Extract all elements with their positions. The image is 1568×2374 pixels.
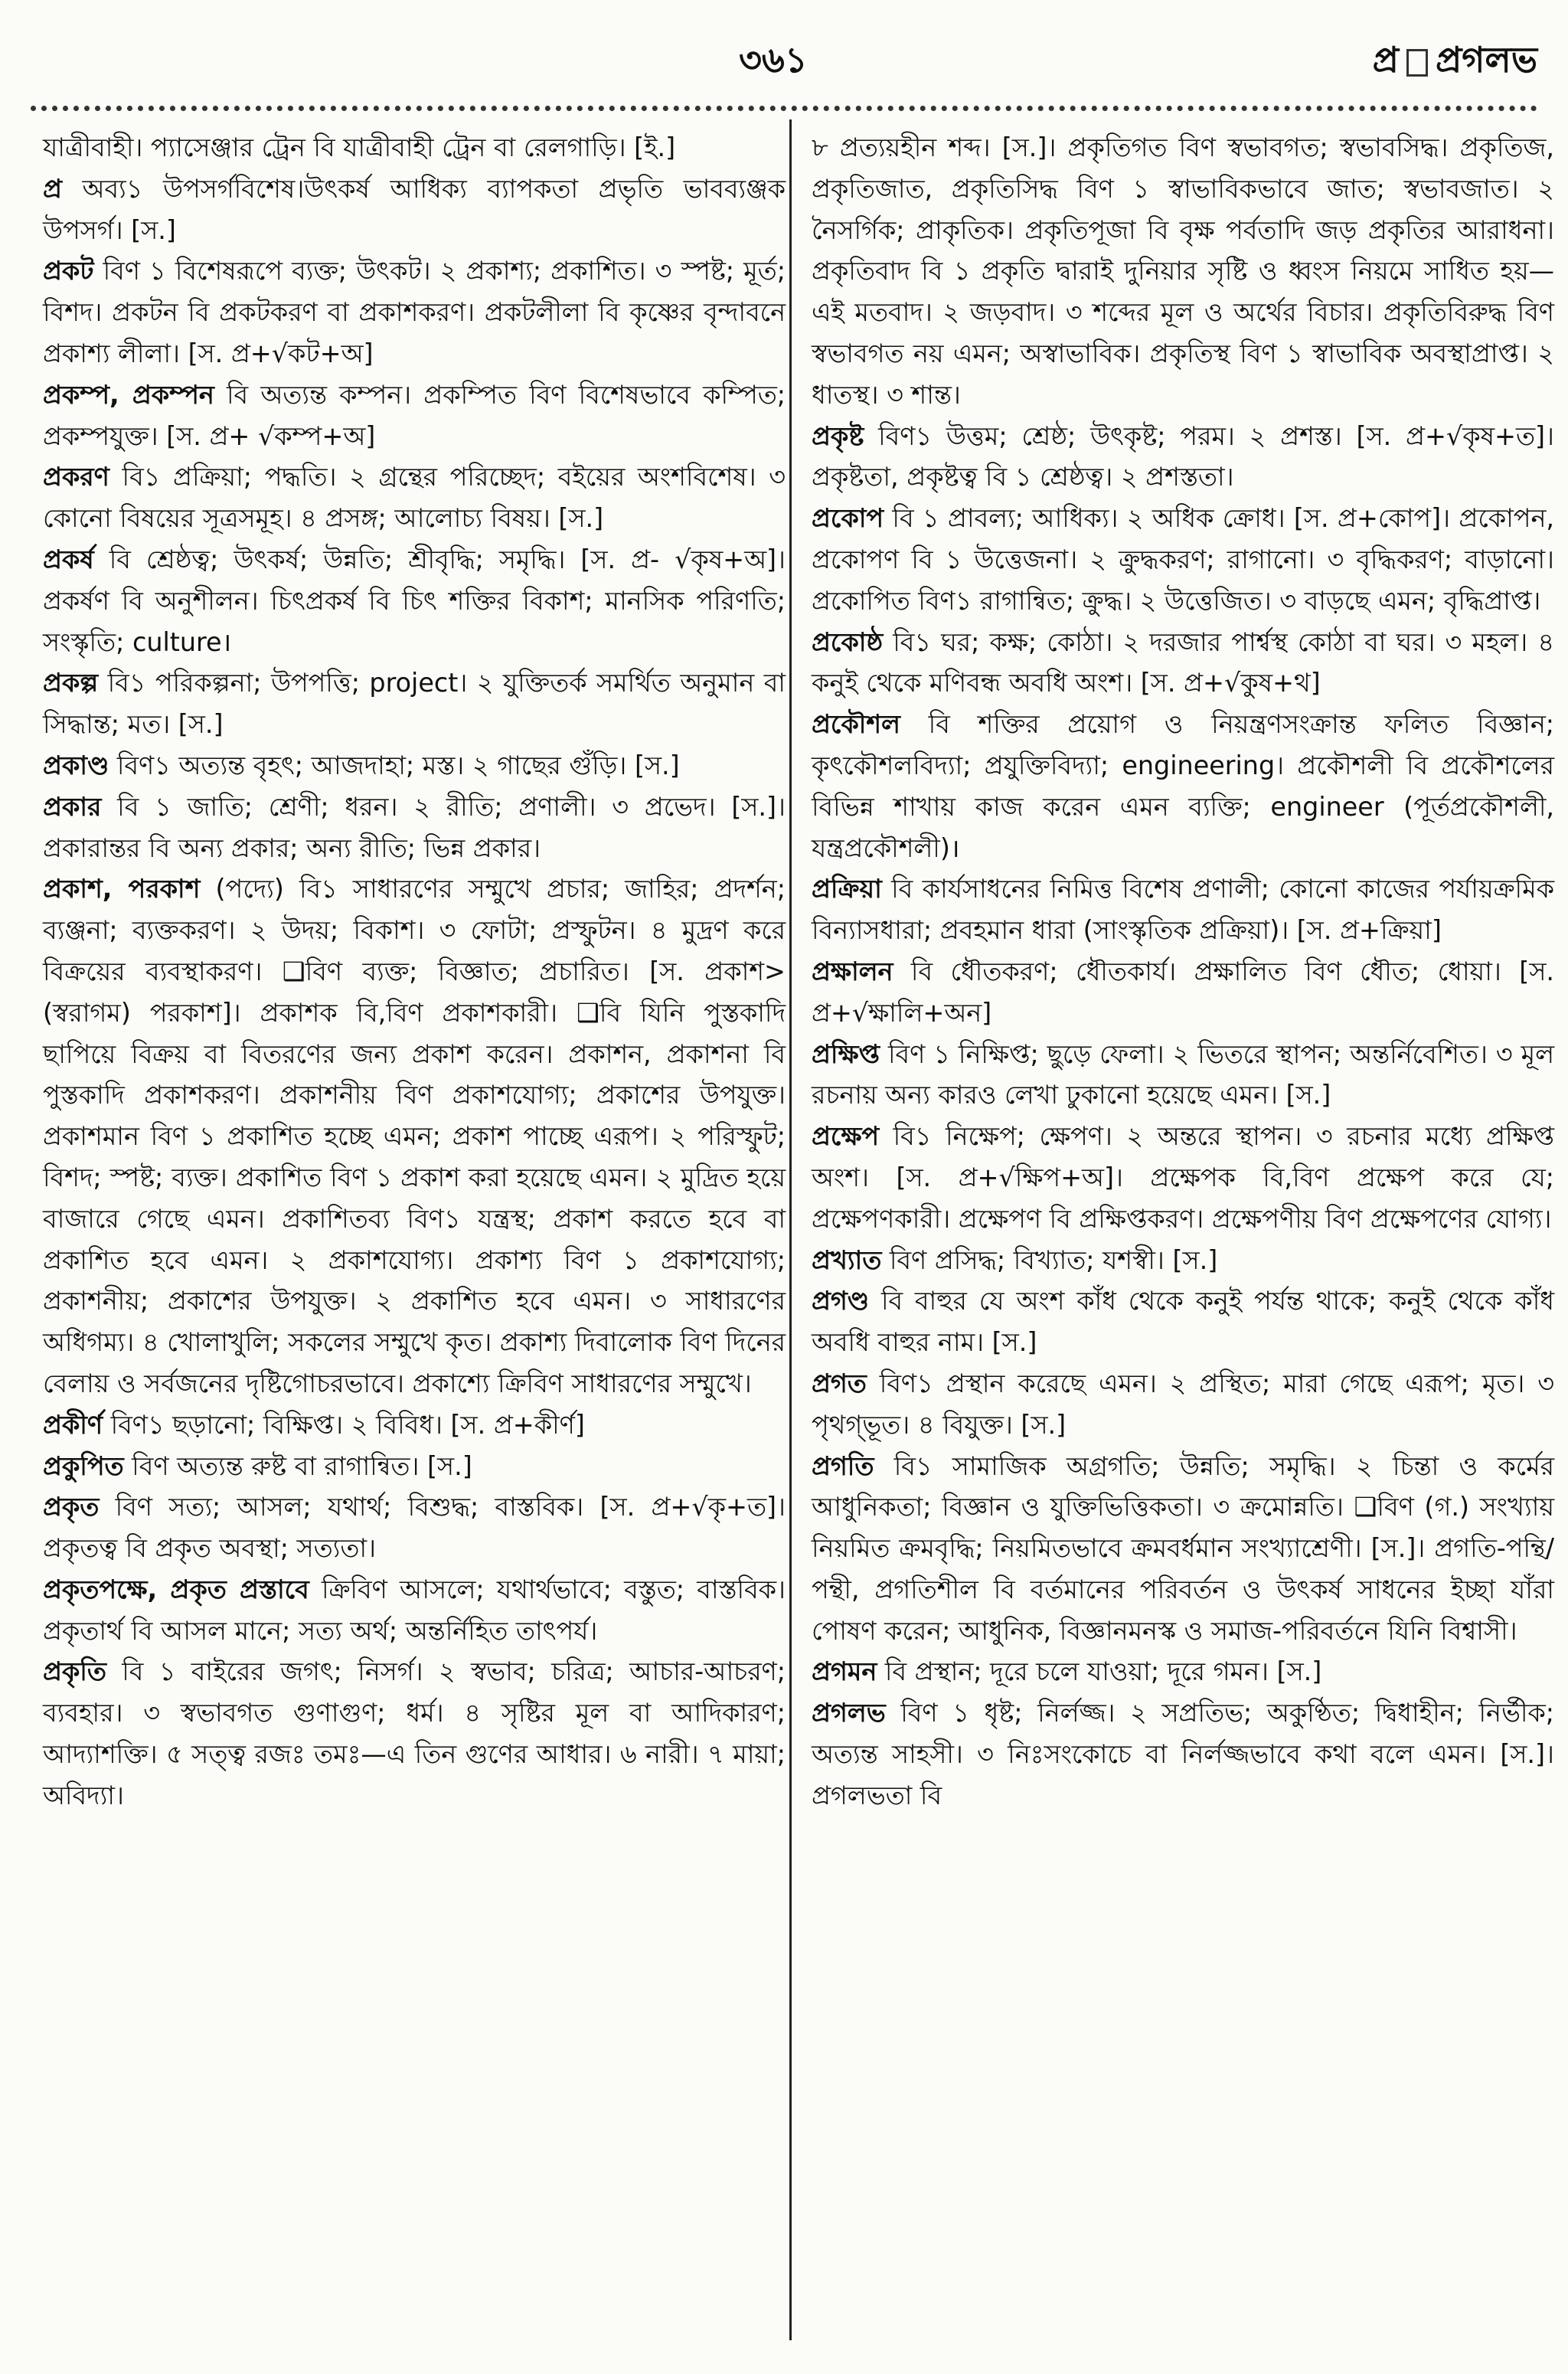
dictionary-entry: [43, 374, 786, 457]
dictionary-entry: [43, 1446, 786, 1487]
entry-definition: বি ১ প্রাবল্য; আধিক্য। ২ অধিক ক্রোধ। [স. প্র+কোপ]। প্রকোপন, প্রকোপণ বি ১ উত্তেজনা। ২ ক্রুদ্ধকরণ; রাগানো। ৩ বৃদ্ধিকরণ; বাড়ানো। প্রকোপিত বিণ১ রাগান্বিত; ক্রুদ্ধ। ২ উত্তেজিত। ৩ বাড়ছে এমন; বৃদ্ধিপ্রাপ্ত।: [812, 503, 1554, 616]
entry-definition: (পদ্যে) বি১ সাধারণের সম্মুখে প্রচার; জাহির; প্রদর্শন; ব্যঞ্জনা; ব্যক্তকরণ। ২ উদয়; বিকাশ। ৩ ফোটা; প্রস্ফুটন। ৪ মুদ্রণ করে বিক্রয়ের ব্যবস্থাকরণ। ❑বিণ ব্যক্ত; বিজ্ঞাত; প্রচারিত। [স. প্রকাশ>(স্বরাগম) পরকাশ]। প্রকাশক বি,বিণ প্রকাশকারী। ❑বি যিনি পুস্তকাদি ছাপিয়ে বিক্রয় বা বিতরণের জন্য প্রকাশ করেন। প্রকাশন, প্রকাশনা বি পুস্তকাদি প্রকাশকরণ। প্রকাশনীয় বিণ প্রকাশযোগ্য; প্রকাশের উপযুক্ত। প্রকাশমান বিণ ১ প্রকাশিত হচ্ছে এমন; প্রকাশ পাচ্ছে এরূপ। ২ পরিস্ফুট; বিশদ; স্পষ্ট; ব্যক্ত। প্রকাশিত বিণ ১ প্রকাশ করা হয়েছে এমন। ২ মুদ্রিত হয়ে বাজারে গেছে এমন। প্রকাশিতব্য বিণ১ যন্ত্রস্থ; প্রকাশ করতে হবে বা প্রকাশিত হবে এমন। ২ প্রকাশযোগ্য। প্রকাশ্য বিণ ১ প্রকাশযোগ্য; প্রকাশনীয়; প্রকাশের উপযুক্ত। ২ প্রকাশিত হবে এমন। ৩ সাধারণের অধিগম্য। ৪ খোলাখুলি; সকলের সম্মুখে কৃত। প্রকাশ্য দিবালোক বিণ দিনের বেলায় ও সর্বজনের দৃষ্টিগোচরভাবে। প্রকাশ্যে ক্রিবিণ সাধারণের সম্মুখে।: [43, 874, 786, 1398]
dictionary-entry: [812, 498, 1554, 621]
entry-definition: বি১ পরিকল্পনা; উপপত্তি; project। ২ যুক্তিতর্ক সমর্থিত অনুমান বা সিদ্ধান্ত; মত। [স.]: [43, 668, 786, 740]
entry-headword: প্রখ্যাত: [812, 1244, 882, 1275]
entry-definition: বিণ১ উত্তম; শ্রেষ্ঠ; উৎকৃষ্ট; পরম। ২ প্রশস্ত। [স. প্র+√কৃষ+ত]। প্রকৃষ্টতা, প্রকৃষ্টত্ব বি ১ শ্রেষ্ঠত্ব। ২ প্রশস্ততা।: [812, 420, 1554, 492]
entry-headword: প্রকাশ, পরকাশ: [43, 874, 201, 904]
dictionary-entry: [812, 951, 1554, 1034]
dictionary-entry: [812, 127, 1554, 416]
entry-definition: বিণ সত্য; আসল; যথার্থ; বিশুদ্ধ; বাস্তবিক। [স. প্র+√কৃ+ত]। প্রকৃতত্ব বি প্রকৃত অবস্থা; সত্যতা।: [43, 1492, 786, 1564]
entry-definition: বিণ১ ছড়ানো; বিক্ষিপ্ত। ২ বিবিধ। [স. প্র+কীর্ণ]: [103, 1409, 585, 1440]
entry-definition: ৮ প্রত্যয়হীন শব্দ। [স.]। প্রকৃতিগত বিণ স্বভাবগত; স্বভাবসিদ্ধ। প্রকৃতিজ, প্রকৃতিজাত, প্রকৃতিসিদ্ধ বিণ ১ স্বাভাবিকভাবে জাত; স্বভাবজাত। ২ নৈসর্গিক; প্রাকৃতিক। প্রকৃতিপূজা বি বৃক্ষ পর্বতাদি জড় প্রকৃতির আরাধনা। প্রকৃতিবাদ বি ১ প্রকৃতি দ্বারাই দুনিয়ার সৃষ্টি ও ধ্বংস নিয়মে সাধিত হয়—এই মতবাদ। ২ জড়বাদ। ৩ শব্দের মূল ও অর্থের বিচার। প্রকৃতিবিরুদ্ধ বিণ স্বভাবগত নয় এমন; অস্বাভাবিক। প্রকৃতিস্থ বিণ ১ স্বাভাবিক অবস্থাপ্রাপ্ত। ২ ধাতস্থ। ৩ শান্ত।: [812, 132, 1554, 410]
guide-separator-box-icon: [1406, 49, 1428, 77]
entry-definition: বিণ প্রসিদ্ধ; বিখ্যাত; যশস্বী। [স.]: [881, 1244, 1218, 1275]
dictionary-entry: [43, 662, 786, 745]
entry-headword: প্রগতি: [812, 1450, 874, 1481]
dictionary-entry: [43, 786, 786, 869]
entry-definition: বি প্রস্থান; দূরে চলে যাওয়া; দূরে গমন। [স.]: [877, 1656, 1322, 1687]
entry-headword: প্রক্ষালন: [812, 956, 893, 986]
entry-definition: বি কার্যসাধনের নিমিত্ত বিশেষ প্রণালী; কোনো কাজের পর্যায়ক্রমিক বিন্যাসধারা; প্রবহমান ধারা (সাংস্কৃতিক প্রক্রিয়া)। [স. প্র+ক্রিয়া]: [812, 874, 1554, 946]
left-column: [43, 127, 786, 1816]
entry-definition: বি শক্তির প্রয়োগ ও নিয়ন্ত্রণসংক্রান্ত ফলিত বিজ্ঞান; কৃৎকৌশলবিদ্যা; প্রযুক্তিবিদ্যা; engineering। প্রকৌশলী বি প্রকৌশলের বিভিন্ন শাখায় কাজ করেন এমন ব্যক্তি; engineer (পূর্তপ্রকৌশলী, যন্ত্রপ্রকৌশলী)।: [812, 709, 1554, 863]
dictionary-entry: [43, 456, 786, 539]
entry-headword: প্রক্রিয়া: [812, 874, 882, 904]
dictionary-entry: [43, 539, 786, 662]
entry-headword: প্রকৃতপক্ষে, প্রকৃত প্রস্তাবে: [43, 1574, 309, 1604]
dictionary-entry: [43, 1651, 786, 1816]
dictionary-entry: [812, 622, 1554, 705]
header-rule: [31, 106, 1537, 111]
entry-definition: বি১ সামাজিক অগ্রগতি; উন্নতি; সমৃদ্ধি। ২ চিন্তা ও কর্মের আধুনিকতা; বিজ্ঞান ও যুক্তিভিত্তিকতা। ৩ ক্রমোন্নতি। ❑বিণ (গ.) সংখ্যায় নিয়মিত ক্রমবৃদ্ধি; নিয়মিতভাবে ক্রমবর্ধমান সংখ্যাশ্রেণী। [স.]। প্রগতি-পন্থি/পন্থী, প্রগতিশীল বি বর্তমানের পরিবর্তন ও উৎকর্ষ সাধনের ইচ্ছা যাঁরা পোষণ করেন; আধুনিক, বিজ্ঞানমনস্ক ও সমাজ-পরিবর্তনে যিনি বিশ্বাসী।: [812, 1450, 1554, 1646]
entry-definition: বি১ প্রক্রিয়া; পদ্ধতি। ২ গ্রন্থের পরিচ্ছেদ; বইয়ের অংশবিশেষ। ৩ কোনো বিষয়ের সূত্রসমূহ। ৪ প্রসঙ্গ; আলোচ্য বিষয়। [স.]: [43, 462, 786, 534]
entry-headword: প্রকোষ্ঠ: [812, 626, 884, 657]
entry-headword: প্র: [43, 173, 62, 204]
entry-definition: বি ১ বাইরের জগৎ; নিসর্গ। ২ স্বভাব; চরিত্র; আচার-আচরণ; ব্যবহার। ৩ স্বভাবগত গুণাগুণ; ধর্ম। ৪ সৃষ্টির মূল বা আদিকারণ; আদ্যাশক্তি। ৫ সত্ত্ব রজঃ তমঃ—এ তিন গুণের আধার। ৬ নারী। ৭ মায়া; অবিদ্যা।: [43, 1656, 786, 1810]
entry-headword: প্রকুপিত: [43, 1450, 124, 1481]
entry-headword: প্রকোপ: [812, 503, 884, 534]
dictionary-entry: [812, 1116, 1554, 1239]
entry-definition: অব্য১ উপসর্গবিশেষ।উৎকর্ষ আধিক্য ব্যাপকতা প্রভৃতি ভাবব্যঞ্জক উপসর্গ। [স.]: [43, 173, 786, 245]
entry-headword: প্রকার: [43, 791, 102, 822]
dictionary-entry: [812, 416, 1554, 499]
dictionary-entry: [812, 1446, 1554, 1652]
entry-headword: প্রকল্প: [43, 668, 99, 698]
entry-headword: প্রক্ষেপ: [812, 1121, 880, 1152]
dictionary-entry: [43, 1569, 786, 1652]
dictionary-entry: [43, 168, 786, 251]
entry-headword: প্রগমন: [812, 1656, 877, 1687]
entry-definition: বি অত্যন্ত কম্পন। প্রকম্পিত বিণ বিশেষভাবে কম্পিত; প্রকম্পযুক্ত। [স. প্র+ √কম্প+অ]: [43, 379, 786, 451]
dictionary-entry: [812, 1240, 1554, 1281]
column-divider: [789, 119, 792, 2340]
entry-definition: বিণ১ অত্যন্ত বৃহৎ; আজদাহা; মস্ত। ২ গাছের গুঁড়ি। [স.]: [109, 750, 680, 780]
dictionary-entry: [43, 127, 786, 168]
dictionary-entry: [43, 1404, 786, 1446]
guide-word-right: প্রগলভ: [1435, 39, 1537, 80]
dictionary-entry: [43, 745, 786, 786]
entry-definition: বি ১ জাতি; শ্রেণী; ধরন। ২ রীতি; প্রণালী। ৩ প্রভেদ। [স.]। প্রকারান্তর বি অন্য প্রকার; অন্য রীতি; ভিন্ন প্রকার।: [43, 791, 786, 863]
right-column: [812, 127, 1554, 1816]
entry-definition: বিণ ১ বিশেষরূপে ব্যক্ত; উৎকট। ২ প্রকাশ্য; প্রকাশিত। ৩ স্পষ্ট; মূর্ত; বিশদ। প্রকটন বি প্রকটকরণ বা প্রকাশকরণ। প্রকটলীলা বি কৃষ্ণের বৃন্দাবনে প্রকাশ্য লীলা। [স. প্র+√কট+অ]: [43, 256, 786, 368]
entry-definition: বি১ নিক্ষেপ; ক্ষেপণ। ২ অন্তরে স্থাপন। ৩ রচনার মধ্যে প্রক্ষিপ্ত অংশ। [স. প্র+√ক্ষিপ+অ]। প্রক্ষেপক বি,বিণ প্রক্ষেপ করে যে; প্রক্ষেপণকারী। প্রক্ষেপণ বি প্রক্ষিপ্তকরণ। প্রক্ষেপণীয় বিণ প্রক্ষেপণের যোগ্য।: [812, 1121, 1554, 1234]
dictionary-entry: [812, 704, 1554, 868]
dictionary-entry: [43, 868, 786, 1404]
dictionary-entry: [812, 1692, 1554, 1816]
dictionary-entry: [812, 1363, 1554, 1446]
entry-headword: প্রকট: [43, 256, 94, 286]
entry-definition: বি বাহুর যে অংশ কাঁধ থেকে কনুই পর্যন্ত থাকে; কনুই থেকে কাঁধ অবধি বাহুর নাম। [স.]: [812, 1286, 1554, 1358]
entry-headword: প্রকর্ষ: [43, 544, 94, 574]
page-number: ৩৬১: [739, 39, 808, 80]
page-header: [0, 14, 1568, 80]
dictionary-entry: [812, 1651, 1554, 1692]
entry-headword: প্রকৌশল: [812, 709, 900, 740]
entry-definition: বিণ১ প্রস্থান করেছে এমন। ২ প্রস্থিত; মারা গেছে এরূপ; মৃত। ৩ পৃথগ্ভূত। ৪ বিযুক্ত। [স.]: [812, 1368, 1554, 1440]
entry-headword: প্রকীর্ণ: [43, 1409, 103, 1440]
entry-definition: যাত্রীবাহী। প্যাসেঞ্জার ট্রেন বি যাত্রীবাহী ট্রেন বা রেলগাড়ি। [ই.]: [43, 132, 676, 162]
dictionary-entry: [43, 1486, 786, 1569]
entry-headword: প্রকাণ্ড: [43, 750, 109, 780]
entry-headword: প্রক্ষিপ্ত: [812, 1038, 880, 1069]
entry-headword: প্রকৃষ্ট: [812, 420, 864, 451]
entry-headword: প্রগলভ: [812, 1698, 886, 1728]
entry-definition: বি১ ঘর; কক্ষ; কোঠা। ২ দরজার পার্শ্বস্থ কোঠা বা ঘর। ৩ মহল। ৪ কনুই থেকে মণিবন্ধ অবধি অংশ। [স. প্র+√কুষ+থ]: [812, 626, 1554, 698]
dictionary-entry: [43, 250, 786, 374]
entry-definition: বি ধৌতকরণ; ধৌতকার্য। প্রক্ষালিত বিণ ধৌত; ধোয়া। [স. প্র+√ক্ষালি+অন]: [812, 956, 1554, 1028]
entry-definition: বিণ অত্যন্ত রুষ্ট বা রাগান্বিত। [স.]: [123, 1450, 472, 1481]
entry-definition: বি শ্রেষ্ঠত্ব; উৎকর্ষ; উন্নতি; শ্রীবৃদ্ধি; সমৃদ্ধি। [স. প্র- √কৃষ+অ]। প্রকর্ষণ বি অনুশীলন। চিৎপ্রকর্ষ বি চিৎ শক্তির বিকাশ; মানসিক পরিণতি; সংস্কৃতি; culture।: [43, 544, 786, 657]
entry-definition: ক্রিবিণ আসলে; যথার্থভাবে; বস্তুত; বাস্তবিক। প্রকৃতার্থ বি আসল মানে; সত্য অর্থ; অন্তর্নিহিত তাৎপর্য।: [43, 1574, 786, 1646]
entry-headword: প্রগত: [812, 1368, 867, 1398]
dictionary-entry: [812, 1034, 1554, 1117]
guide-words: [1373, 34, 1537, 92]
entry-headword: প্রকরণ: [43, 462, 109, 492]
entry-headword: প্রকম্প, প্রকম্পন: [43, 379, 214, 410]
guide-word-left: প্র: [1372, 39, 1399, 80]
entry-headword: প্রগণ্ড: [812, 1286, 870, 1316]
entry-headword: প্রকৃত: [43, 1492, 100, 1522]
dictionary-entry: [812, 1280, 1554, 1363]
entry-definition: বিণ ১ ধৃষ্ট; নির্লজ্জ। ২ সপ্রতিভ; অকুণ্ঠিত; দ্বিধাহীন; নির্ভীক; অত্যন্ত সাহসী। ৩ নিঃসংকোচে বা নির্লজ্জভাবে কথা বলে এমন। [স.]। প্রগলভতা বি: [812, 1698, 1554, 1810]
entry-headword: প্রকৃতি: [43, 1656, 106, 1687]
entry-definition: বিণ ১ নিক্ষিপ্ত; ছুড়ে ফেলা। ২ ভিতরে স্থাপন; অন্তর্নিবেশিত। ৩ মূল রচনায় অন্য কারও লেখা ঢুকানো হয়েছে এমন। [স.]: [812, 1038, 1554, 1110]
dictionary-entry: [812, 868, 1554, 951]
